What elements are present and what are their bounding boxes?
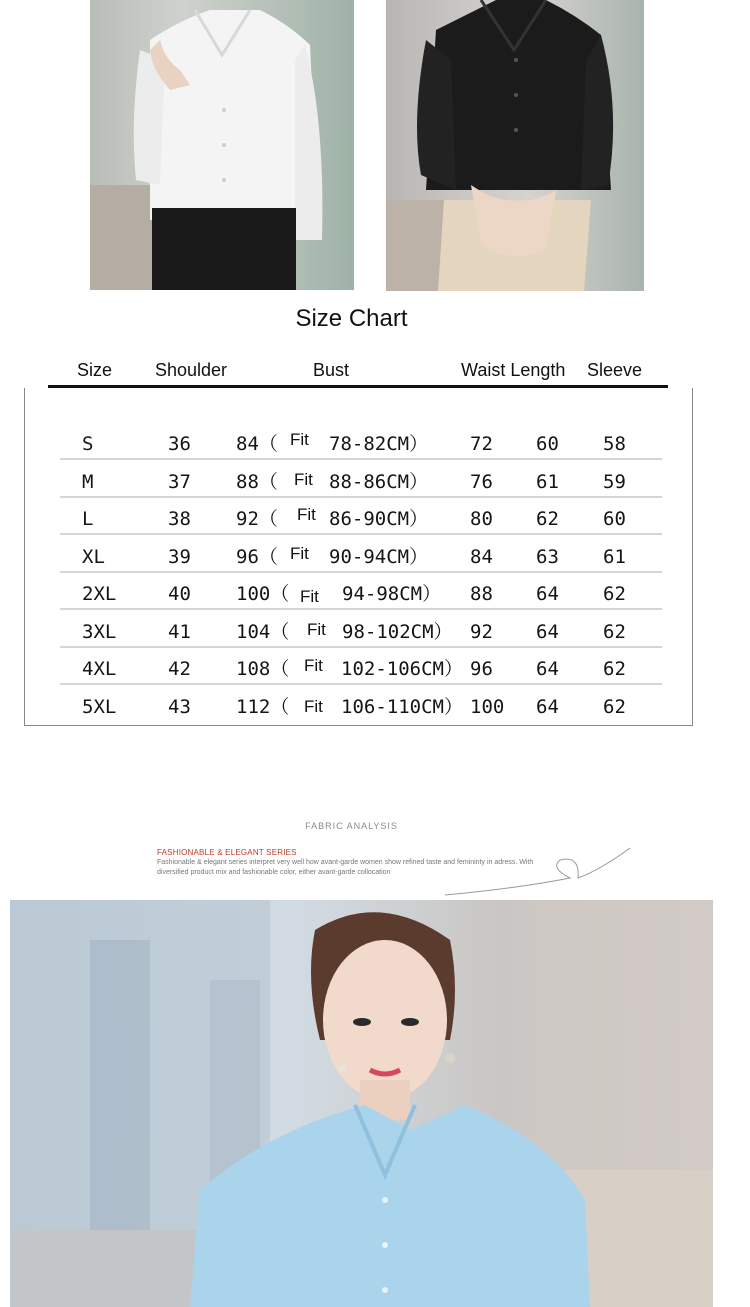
row-divider bbox=[60, 646, 662, 648]
shoulder-cell: 37 bbox=[168, 471, 191, 493]
bust-range-cell: 90-94CM） bbox=[329, 546, 429, 568]
row-divider bbox=[60, 571, 662, 573]
bust-range-cell: 86-90CM） bbox=[329, 508, 429, 530]
length-cell: 63 bbox=[536, 546, 559, 568]
sleeve-cell: 59 bbox=[603, 471, 626, 493]
decorative-swirl-icon bbox=[440, 840, 640, 900]
column-header-shoulder: Shoulder bbox=[155, 360, 228, 380]
bust-range-cell: 78-82CM） bbox=[329, 433, 429, 455]
size-chart-title: Size Chart bbox=[295, 305, 408, 332]
bust-cell: 84（ bbox=[236, 433, 278, 455]
shoulder-cell: 40 bbox=[168, 583, 191, 605]
waist-cell: 84 bbox=[470, 546, 493, 568]
bust-cell: 104（ bbox=[236, 621, 290, 643]
table-row bbox=[0, 657, 750, 694]
shoulder-cell: 43 bbox=[168, 696, 191, 718]
size-cell: 4XL bbox=[82, 658, 117, 680]
sleeve-cell: 62 bbox=[603, 583, 626, 605]
bust-range-cell: 102-106CM） bbox=[341, 658, 463, 680]
bust-range-cell: 88-86CM） bbox=[329, 471, 429, 493]
fabric-series-subtitle: FASHIONABLE & ELEGANT SERIES bbox=[157, 848, 297, 857]
column-header-sleeve: Sleeve bbox=[587, 360, 643, 380]
shoulder-cell: 39 bbox=[168, 546, 191, 568]
length-cell: 62 bbox=[536, 508, 559, 530]
sleeve-cell: 62 bbox=[603, 696, 626, 718]
size-cell: M bbox=[82, 471, 94, 493]
shoulder-cell: 38 bbox=[168, 508, 191, 530]
row-divider bbox=[60, 496, 662, 498]
row-divider bbox=[60, 458, 662, 460]
fabric-description: Fashionable & elegant series interpret very well how avant-garde women show refined taste and femininty in adress. With diversified product mix and fashionable color, either avant-garde collocation bbox=[157, 859, 534, 876]
table-row bbox=[0, 470, 750, 507]
fit-label: Fit bbox=[300, 696, 327, 718]
bust-cell: 100（ bbox=[236, 583, 290, 605]
waist-cell: 72 bbox=[470, 433, 493, 455]
column-header-waist-length: Waist Length bbox=[461, 360, 566, 380]
sleeve-cell: 61 bbox=[603, 546, 626, 568]
bust-cell: 96（ bbox=[236, 546, 278, 568]
length-cell: 64 bbox=[536, 583, 559, 605]
fit-label: Fit bbox=[286, 429, 313, 451]
column-header-bust: Bust bbox=[313, 360, 350, 380]
sleeve-cell: 58 bbox=[603, 433, 626, 455]
sleeve-cell: 62 bbox=[603, 621, 626, 643]
length-cell: 64 bbox=[536, 621, 559, 643]
table-row bbox=[0, 432, 750, 469]
table-row bbox=[0, 695, 750, 732]
bust-range-cell: 106-110CM） bbox=[341, 696, 463, 718]
size-cell: S bbox=[82, 433, 94, 455]
table-row bbox=[0, 545, 750, 582]
bust-range-cell: 98-102CM） bbox=[342, 621, 453, 643]
fit-label: Fit bbox=[296, 586, 323, 608]
length-cell: 60 bbox=[536, 433, 559, 455]
waist-cell: 76 bbox=[470, 471, 493, 493]
length-cell: 61 bbox=[536, 471, 559, 493]
sleeve-cell: 60 bbox=[603, 508, 626, 530]
table-row bbox=[0, 620, 750, 657]
table-row bbox=[0, 582, 750, 619]
bust-cell: 92（ bbox=[236, 508, 278, 530]
fit-label: Fit bbox=[293, 504, 320, 526]
bust-range-cell: 94-98CM） bbox=[342, 583, 442, 605]
white-shirt-photo bbox=[90, 0, 354, 290]
size-cell: 3XL bbox=[82, 621, 117, 643]
row-divider bbox=[60, 533, 662, 535]
size-cell: 5XL bbox=[82, 696, 117, 718]
length-cell: 64 bbox=[536, 658, 559, 680]
shoulder-cell: 42 bbox=[168, 658, 191, 680]
row-divider bbox=[60, 608, 662, 610]
black-shirt-photo bbox=[386, 0, 644, 291]
waist-cell: 88 bbox=[470, 583, 493, 605]
shoulder-cell: 36 bbox=[168, 433, 191, 455]
shoulder-cell: 41 bbox=[168, 621, 191, 643]
column-header-size: Size bbox=[77, 360, 113, 380]
waist-cell: 92 bbox=[470, 621, 493, 643]
waist-cell: 96 bbox=[470, 658, 493, 680]
bust-cell: 112（ bbox=[236, 696, 290, 718]
fit-label: Fit bbox=[303, 619, 330, 641]
blue-shirt-photo bbox=[10, 900, 713, 1307]
fabric-analysis-title: FABRIC ANALYSIS bbox=[305, 821, 398, 831]
fit-label: Fit bbox=[286, 543, 313, 565]
table-row bbox=[0, 507, 750, 544]
size-cell: XL bbox=[82, 546, 105, 568]
size-cell: 2XL bbox=[82, 583, 117, 605]
waist-cell: 100 bbox=[470, 696, 505, 718]
sleeve-cell: 62 bbox=[603, 658, 626, 680]
fit-label: Fit bbox=[300, 655, 327, 677]
row-divider bbox=[60, 683, 662, 685]
fit-label: Fit bbox=[290, 469, 317, 491]
waist-cell: 80 bbox=[470, 508, 493, 530]
bust-cell: 88（ bbox=[236, 471, 278, 493]
length-cell: 64 bbox=[536, 696, 559, 718]
size-cell: L bbox=[82, 508, 94, 530]
bust-cell: 108（ bbox=[236, 658, 290, 680]
